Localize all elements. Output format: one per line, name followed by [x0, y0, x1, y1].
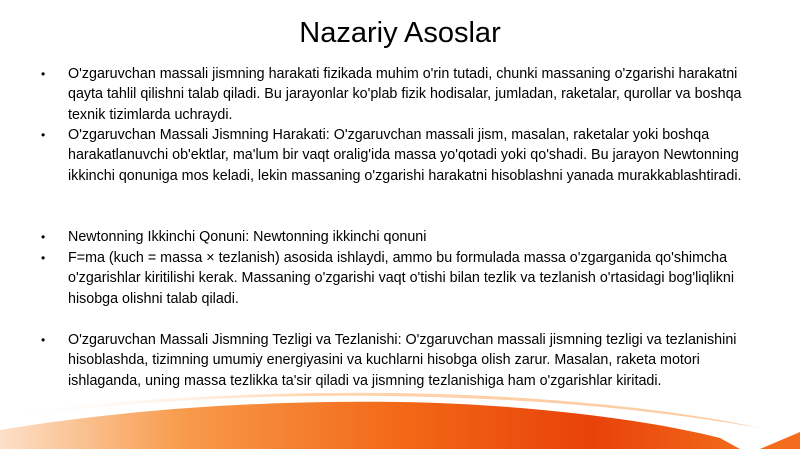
bullet-item [41, 248, 768, 309]
bullet-item [41, 227, 768, 247]
bullet-text: O'zgaruvchan Massali Jismning Tezligi va Tezlanishi: O'zgaruvchan massali jismning tezligi va tezlanishini hisoblashda, tizimning umumiy energiyasini va kuchlarni hisobga olish zarur. Masalan, raketa motori ishlaganda, uning massa tezlikka ta'sir qiladi va jismning tezlanishiga ham o'zgarishlar kiritadi. [68, 332, 737, 389]
bullet-icon: • [41, 67, 46, 81]
bullet-icon: • [41, 251, 46, 265]
bullet-text: O'zgaruvchan massali jismning harakati fizikada muhim o'rin tutadi, chunki massaning o'zgarishi harakatni qayta tahlil qilishni talab qiladi. Bu jarayonlar ko'plab fizik hodisalar, jumladan, raketalar, qurollar va boshqa texnik tizimlarda uchraydi. [68, 66, 742, 123]
bullet-text: F=ma (kuch = massa × tezlanish) asosida ishlaydi, ammo bu formulada massa o'zgarganida qo'shimcha o'zgarishlar kiritilishi kerak. Massaning o'zgarishi vaqt o'tishi bilan tezlik va tezlanish o'rtasidagi bog'liqlikni hisobga olishni talab qiladi. [68, 250, 735, 307]
bullet-text: O'zgaruvchan Massali Jismning Harakati: O'zgaruvchan massali jism, masalan, raketalar yoki boshqa harakatlanuvchi ob'ektlar, ma'lum bir vaqt oralig'ida massa yo'qotadi yoki qo'shadi. Bu jarayon Newtonning ikkinchi qonuniga mos keladi, lekin massaning o'zgarishi harakatni hisoblashni yanada murakkablashtiradi. [68, 127, 742, 184]
bullet-text: Newtonning Ikkinchi Qonuni: Newtonning ikkinchi qonuni [68, 229, 427, 245]
bullet-item [41, 330, 768, 391]
slide-title: Nazariy Asoslar [299, 17, 501, 49]
bullet-icon: • [41, 230, 46, 244]
bullet-item [41, 125, 768, 186]
bullet-icon: • [41, 128, 46, 142]
bullet-icon: • [41, 333, 46, 347]
bullet-item [41, 64, 768, 125]
